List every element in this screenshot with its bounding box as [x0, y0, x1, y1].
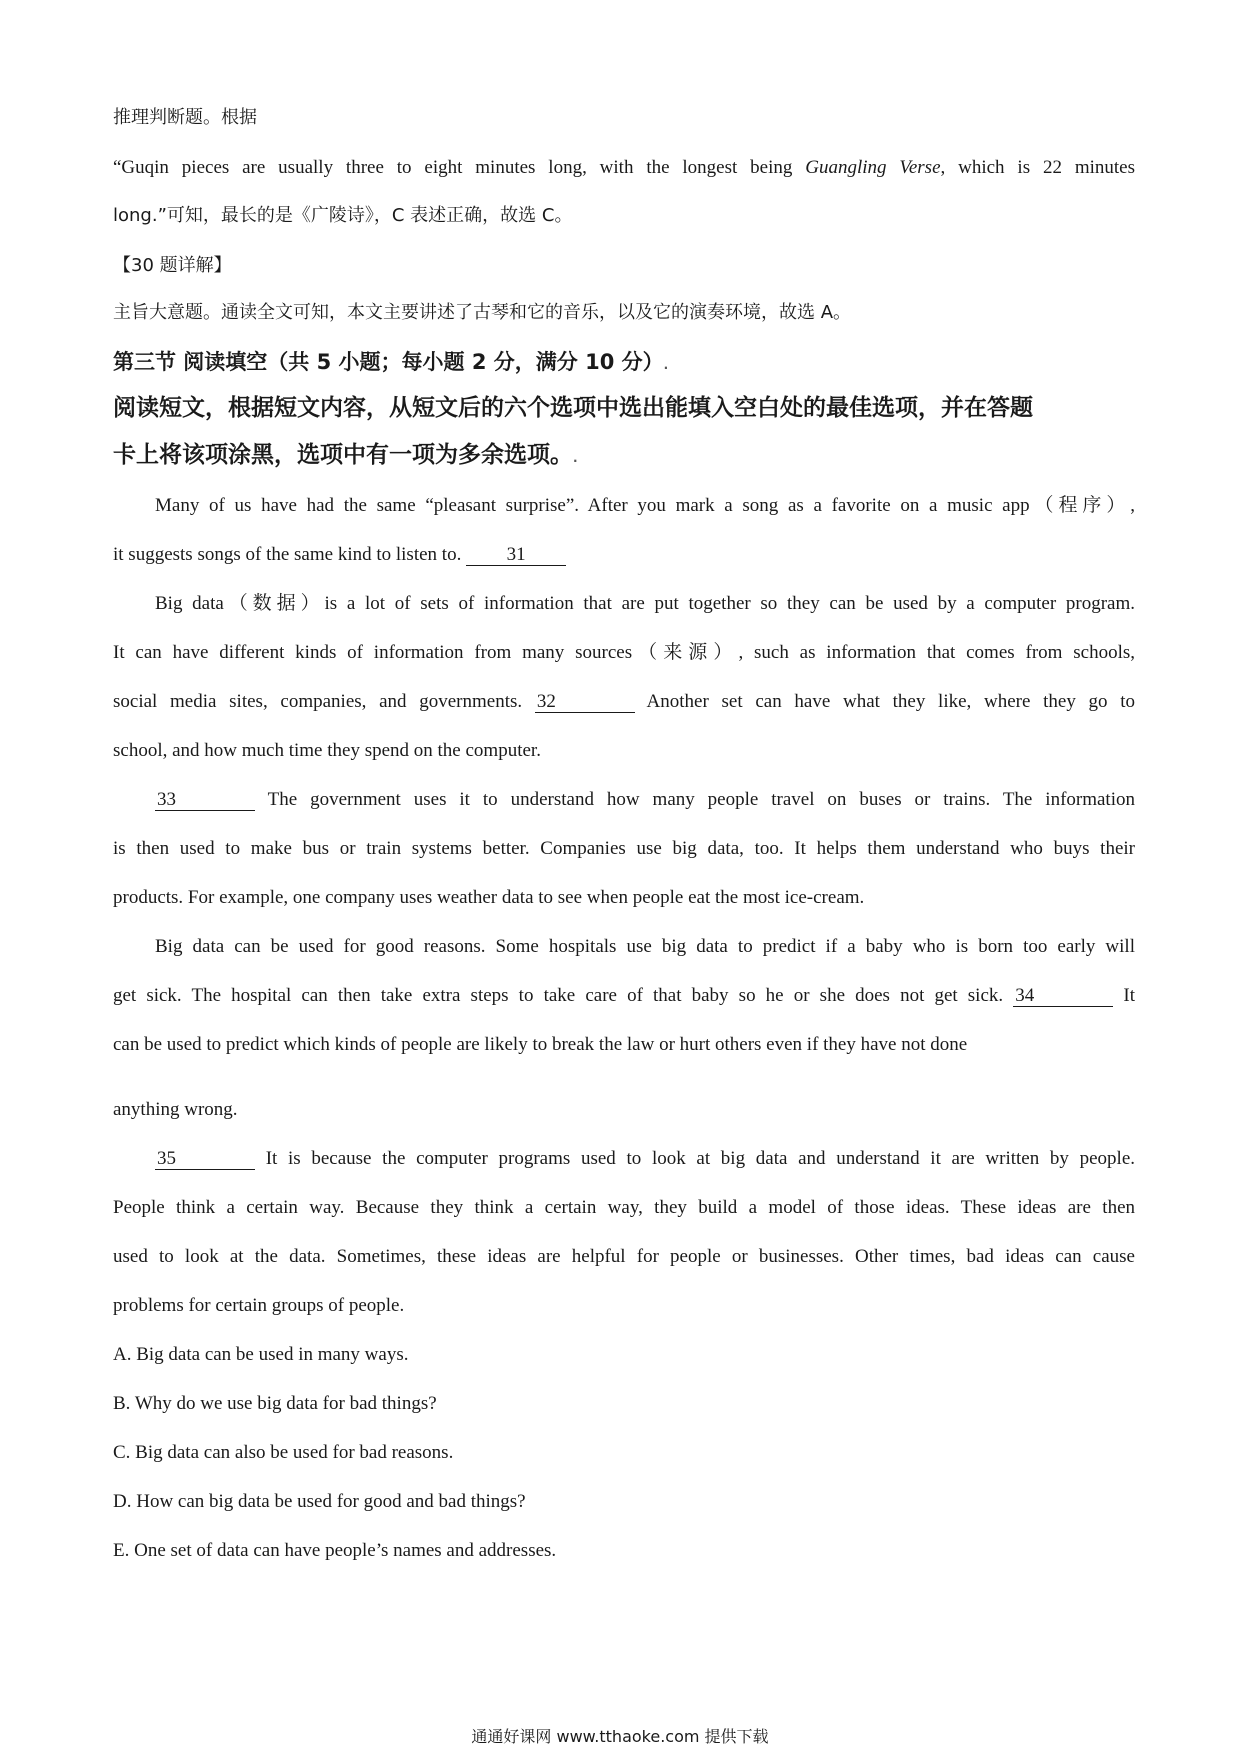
p3-line-2: is then used to make bus or train systems better. Companies use big data, too. It helps them understand who buys their	[113, 838, 1135, 859]
blank-34: 34	[1013, 986, 1113, 1007]
p4-line-1: Big data can be used for good reasons. Some hospitals use big data to predict if a baby who is born too early will	[155, 936, 1135, 957]
option-e: E. One set of data can have people’s names and addresses.	[113, 1540, 557, 1561]
p5-line-4: problems for certain groups of people.	[113, 1295, 405, 1316]
stray-mark: .	[663, 358, 669, 372]
instruction-line-1: 阅读短文，根据短文内容，从短文后的六个选项中选出能填入空白处的最佳选项，并在答题	[113, 395, 1033, 421]
p2-line-3: social media sites, companies, and governments. 32 Another set can have what they like, where they go to	[113, 691, 1136, 712]
blank-32: 32	[535, 692, 635, 713]
italic-title: Guangling Verse	[805, 157, 941, 178]
p2-line-4: school, and how much time they spend on the computer.	[113, 740, 541, 761]
blank-33: 33	[155, 790, 255, 811]
p3-line-3: products. For example, one company uses weather data to see when people eat the most ice-cream.	[113, 887, 865, 908]
p5-line-2: People think a certain way. Because they think a certain way, they build a model of those ideas. These ideas are then	[113, 1197, 1135, 1218]
option-d: D. How can big data be used for good and bad things?	[113, 1491, 526, 1512]
analysis-line-3: long.”可知，最长的是《广陵诗》，C 表述正确，故选 C。	[113, 205, 573, 226]
p2-line-1: Big data（数据）is a lot of sets of information that are put together so they can be used by a computer program.	[155, 593, 1135, 614]
option-b: B. Why do we use big data for bad things?	[113, 1393, 437, 1414]
p4-line-4: anything wrong.	[113, 1099, 238, 1120]
p5-line-3: used to look at the data. Sometimes, these ideas are helpful for people or businesses. Other times, bad ideas can cause	[113, 1246, 1135, 1267]
p3-line-1: 33 The government uses it to understand how many people travel on buses or trains. The information	[157, 789, 1135, 810]
p4-line-2: get sick. The hospital can then take extra steps to take care of that baby so he or she does not get sick. 34 It	[113, 985, 1136, 1006]
p4-line-3: can be used to predict which kinds of people are likely to break the law or hurt others even if they have not done	[113, 1034, 968, 1055]
analysis-line-2: “Guqin pieces are usually three to eight minutes long, with the longest being Guangling Verse, which is 22 minutes	[113, 157, 1135, 178]
p5-line-1: 35 It is because the computer programs used to look at big data and understand it are written by people.	[157, 1148, 1136, 1169]
p1-line-1: Many of us have had the same “pleasant surprise”. After you mark a song as a favorite on a music app（程序）,	[155, 495, 1135, 516]
section-title: 第三节 阅读填空（共 5 小题；每小题 2 分，满分 10 分）.	[113, 350, 669, 374]
blank-35: 35	[155, 1149, 255, 1170]
option-a: A. Big data can be used in many ways.	[113, 1344, 409, 1365]
p1-line-2: it suggests songs of the same kind to listen to. 31	[113, 542, 1135, 568]
option-c: C. Big data can also be used for bad reasons.	[113, 1442, 454, 1463]
q30-header: 【30 题详解】	[113, 255, 232, 276]
instruction-line-2: 卡上将该项涂黑，选项中有一项为多余选项。.	[113, 442, 578, 468]
p2-line-2: It can have different kinds of information from many sources（来源）, such as information that comes from schools,	[113, 642, 1135, 663]
q30-text: 主旨大意题。通读全文可知，本文主要讲述了古琴和它的音乐，以及它的演奏环境，故选 A。	[113, 302, 852, 323]
page-footer: 通通好课网 www.tthaoke.com 提供下载	[471, 1727, 769, 1746]
blank-31: 31	[466, 545, 566, 566]
stray-mark: .	[573, 451, 578, 465]
analysis-line-1: 推理判断题。根据	[113, 107, 257, 128]
